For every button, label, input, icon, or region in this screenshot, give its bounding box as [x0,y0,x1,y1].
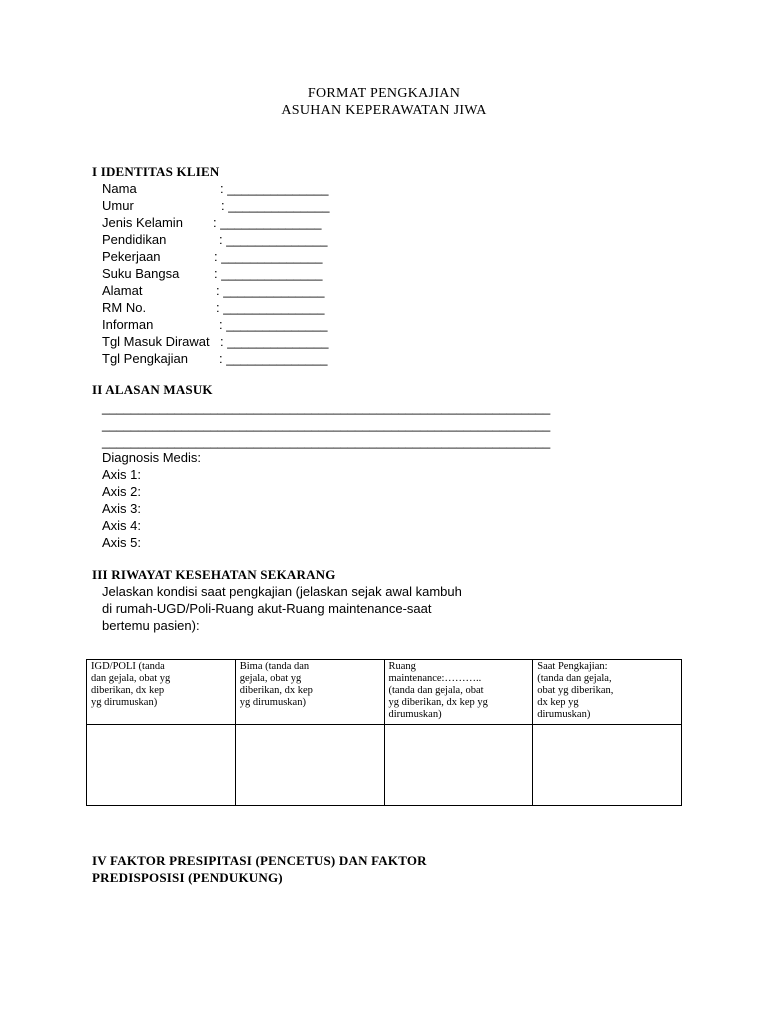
riwayat-desc-line-1: Jelaskan kondisi saat pengkajian (jelaskan sejak awal kambuh [102,584,462,599]
header-text-line: dirumuskan) [537,709,591,720]
field-label-nama: Nama [102,181,137,196]
table-cell-bima[interactable] [235,725,384,806]
field-value-alamat[interactable]: : ______________ [216,283,325,298]
header-text-line: IGD/POLI (tanda [91,661,165,672]
header-text-line: Bima (tanda dan [239,661,310,672]
header-text-line: dx kep yg [537,697,579,708]
header-text-line: Saat Pengkajian: [537,661,608,672]
answer-line-2[interactable]: ______________________________________________________________ [102,417,551,432]
header-text-line: dan gejala, obat yg [91,673,171,684]
section-alasan-masuk-heading: II ALASAN MASUK [92,382,213,397]
field-value-rm-no[interactable]: : ______________ [216,300,325,315]
field-label-suku-bangsa: Suku Bangsa [102,266,180,281]
header-text-line: maintenance:……….. [388,673,482,684]
axis-2-label: Axis 2: [102,484,142,499]
field-label-tgl-masuk-dirawat: Tgl Masuk Dirawat [102,334,210,349]
field-value-suku-bangsa[interactable]: : ______________ [214,266,323,281]
field-value-pendidikan[interactable]: : ______________ [219,232,328,247]
table-header-bima [235,660,384,725]
field-value-jenis-kelamin[interactable]: : ______________ [213,215,322,230]
table-header-ruang-maintenance [384,660,533,725]
field-value-nama[interactable]: : ______________ [220,181,329,196]
riwayat-desc-line-2: di rumah-UGD/Poli-Ruang akut-Ruang maintenance-saat [102,601,432,616]
header-text-line: (tanda dan gejala, [537,673,612,684]
header-text-line: yg dirumuskan) [239,697,306,708]
field-label-rm-no: RM No. [102,300,147,315]
field-label-pekerjaan: Pekerjaan [102,249,161,264]
header-text-line: diberikan, dx kep [239,685,313,696]
field-label-jenis-kelamin: Jenis Kelamin [102,215,183,230]
riwayat-desc-line-3: bertemu pasien): [102,618,200,633]
document-title-line2: ASUHAN KEPERAWATAN JIWA [281,103,487,118]
field-value-umur[interactable]: : ______________ [221,198,330,213]
table-header-saat-pengkajian [533,660,682,725]
field-label-tgl-pengkajian: Tgl Pengkajian [102,351,188,366]
axis-4-label: Axis 4: [102,518,142,533]
table-cell-saat-pengkajian[interactable] [533,725,682,806]
field-value-informan[interactable]: : ______________ [219,317,328,332]
header-text-line: diberikan, dx kep [91,685,165,696]
table-cell-igd-poli[interactable] [87,725,236,806]
header-text-line: (tanda dan gejala, obat [388,685,484,696]
table-header-igd-poli [87,660,236,725]
diagnosis-medis-label: Diagnosis Medis: [102,450,201,465]
section-identitas-heading: I IDENTITAS KLIEN [92,164,220,179]
header-text-line: obat yg diberikan, [537,685,614,696]
header-text-line: yg dirumuskan) [91,697,158,708]
table-header-row [87,660,682,725]
riwayat-table [86,659,682,806]
field-value-tgl-pengkajian[interactable]: : ______________ [219,351,328,366]
header-text-line: Ruang [388,661,416,672]
axis-3-label: Axis 3: [102,501,142,516]
field-label-umur: Umur [102,198,134,213]
section-riwayat-heading: III RIWAYAT KESEHATAN SEKARANG [92,567,336,582]
header-text-line: yg diberikan, dx kep yg [388,697,488,708]
field-label-informan: Informan [102,317,154,332]
axis-1-label: Axis 1: [102,467,142,482]
section-faktor-heading-line1: IV FAKTOR PRESIPITASI (PENCETUS) DAN FAKTOR [92,853,427,868]
axis-5-label: Axis 5: [102,535,142,550]
header-text-line: gejala, obat yg [239,673,302,684]
table-cell-ruang-maintenance[interactable] [384,725,533,806]
field-label-alamat: Alamat [102,283,143,298]
field-value-pekerjaan[interactable]: : ______________ [214,249,323,264]
answer-line-3[interactable]: ______________________________________________________________ [102,434,551,449]
document-title-line1: FORMAT PENGKAJIAN [307,86,461,101]
field-value-tgl-masuk-dirawat[interactable]: : ______________ [220,334,329,349]
table-row [87,725,682,806]
field-label-pendidikan: Pendidikan [102,232,167,247]
section-faktor-heading-line2: PREDISPOSISI (PENDUKUNG) [92,870,283,885]
header-text-line: dirumuskan) [388,709,442,720]
answer-line-1[interactable]: ______________________________________________________________ [102,400,551,415]
